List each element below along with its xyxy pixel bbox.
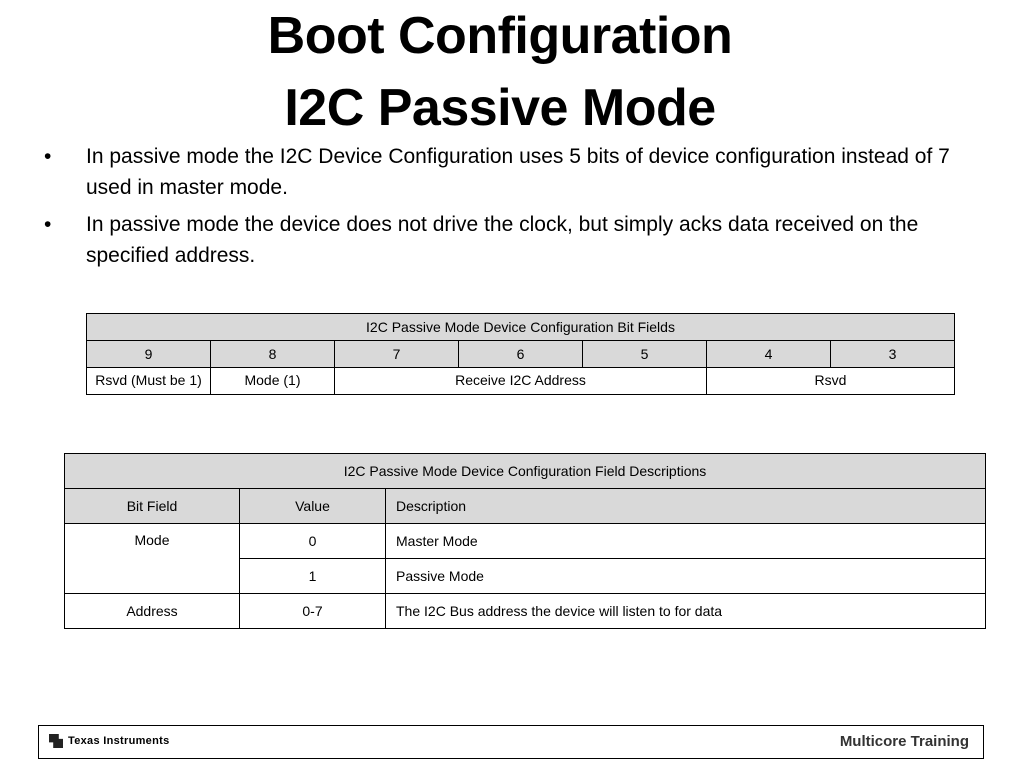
table-row xyxy=(65,594,986,629)
row-value: 0-7 xyxy=(240,594,386,629)
row-field: Address xyxy=(65,594,240,629)
company-name: Texas Instruments xyxy=(68,735,170,747)
ti-logo xyxy=(49,734,169,748)
bullet-text: In passive mode the I2C Device Configuration uses 5 bits of device configuration instead of 7 used in master mode. xyxy=(86,145,950,199)
footer-label: Multicore Training xyxy=(839,733,969,750)
row-value: 1 xyxy=(240,559,386,594)
field-mode: Mode (1) xyxy=(211,368,335,395)
row-description: Master Mode xyxy=(386,524,986,559)
bit-number: 6 xyxy=(459,341,583,368)
bullet-item xyxy=(44,141,984,203)
bullet-dot: • xyxy=(44,145,52,168)
bullet-list xyxy=(44,141,984,277)
row-description: The I2C Bus address the device will listen to for data xyxy=(386,594,986,629)
slide-title xyxy=(0,0,1000,144)
title-line-1: Boot Configuration xyxy=(267,7,733,65)
bit-table-caption: I2C Passive Mode Device Configuration Bit Fields xyxy=(87,314,955,341)
header-value: Value xyxy=(240,489,386,524)
row-field: Mode xyxy=(65,524,240,594)
title-line-2: I2C Passive Mode xyxy=(284,79,716,137)
bit-number: 5 xyxy=(583,341,707,368)
desc-table-caption: I2C Passive Mode Device Configuration Field Descriptions xyxy=(65,454,986,489)
row-value: 0 xyxy=(240,524,386,559)
header-description: Description xyxy=(386,489,986,524)
bit-number: 7 xyxy=(335,341,459,368)
table-row xyxy=(65,524,986,559)
bit-number: 8 xyxy=(211,341,335,368)
bit-number: 4 xyxy=(707,341,831,368)
field-receive-address: Receive I2C Address xyxy=(335,368,707,395)
field-descriptions-table xyxy=(64,453,986,629)
bit-fields-table xyxy=(86,313,955,395)
slide-footer xyxy=(38,725,984,759)
bullet-item xyxy=(44,209,984,271)
bullet-text: In passive mode the device does not drive the clock, but simply acks data received on the specified address. xyxy=(86,213,919,267)
bit-number: 3 xyxy=(831,341,955,368)
header-bit-field: Bit Field xyxy=(65,489,240,524)
bullet-dot: • xyxy=(44,213,52,236)
row-description: Passive Mode xyxy=(386,559,986,594)
field-rsvd-must-be-1: Rsvd (Must be 1) xyxy=(87,368,211,395)
ti-state-icon xyxy=(49,734,63,748)
bit-number: 9 xyxy=(87,341,211,368)
field-rsvd: Rsvd xyxy=(707,368,955,395)
